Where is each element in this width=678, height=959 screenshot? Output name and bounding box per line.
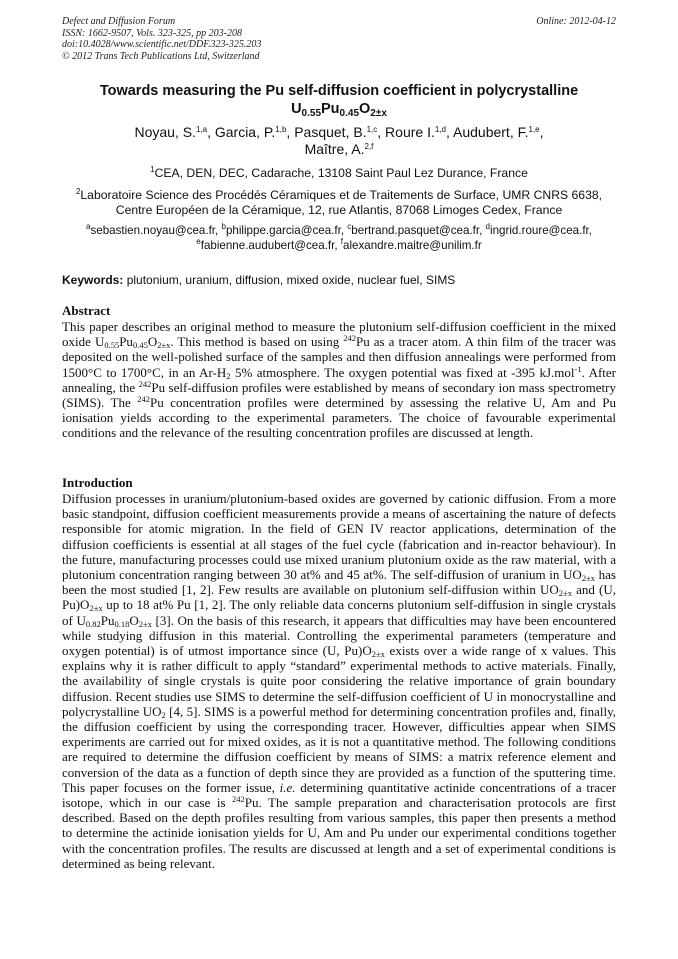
author-name: Audubert, F. [453,124,529,140]
formula-o: O [147,334,158,350]
email-sup: f [340,236,344,246]
author-name: Pasquet, B. [294,124,367,140]
abstract-body [62,319,616,441]
affiliation-text: Centre Européen de la Céramique, 12, rue Atlantis, 87068 Limoges Cedex, France [115,202,563,217]
text-run: This paper describes an original method to measure the plutonium self-diffusion coefficient in the mixed oxide [62,319,616,350]
text-run: and (U, Pu)O [62,582,616,613]
text-run: up to 18 at% Pu [1, 2]. The only reliable data concerns plutonium self-diffusion in single crystals of U [62,597,616,628]
text-run: [4, 5]. SIMS is a powerful method for determining concentration profiles and, finally, the diffusion coefficient by using the corresponding tracer. However, difficulties appear when SIMS experiments are carried out for mixed oxides, as it is not a quantitative method. The following conditions are required to determine the diffusion coefficient by means of SIMS: a matrix reference element and conversion of the data as a function of depth since they are provided as a function of the sputtering time. This paper focuses on the former issue, [62,703,616,795]
formula-sub: 2±x [138,618,152,629]
email-sup: b [221,222,226,231]
formula-pu: Pu [321,101,340,117]
formula-u: U [94,334,105,350]
author-affil-sup: 2,f [364,142,374,151]
email-sup: c [347,222,352,231]
email-link[interactable]: alexandre.maitre@unilim.fr [343,238,482,252]
text-run: Pu as a tracer atom. A thin film of the tracer was deposited on the well-polished surface of the samples and then diffusion annealings were performed from 1500°C to 1700°C, in an Ar-H [62,334,616,380]
affiliation-2 [62,188,616,217]
text-run: Pu [100,612,115,628]
text-run: determining quantitative actinide concentrations of a tracer isotope, which in our case is [62,779,616,811]
text-run: Diffusion processes in uranium/plutonium-based oxides are governed by cationic diffusion. From a more basic standpoint, diffusion coefficient measurements provide a means of ascertaining the nature of defects responsible for atomic migration. In the field of GEN IV reactor applications, determination of the diffusion coefficients is essential at all stages of the fuel cycle (fabrication and in-reactor behaviour). In the future, manufacturing processes could use mixed uranium plutonium oxide as the raw material, with a plutonium concentration ranging between 30 at% and 45 at%. The self-diffusion of uranium in UO [62,491,616,583]
affil-sup: 1 [150,165,155,174]
email-sup: e [196,236,201,246]
online-date: Online: 2012-04-12 [536,16,616,27]
affiliation-1 [62,166,616,181]
keywords-text: plutonium, uranium, diffusion, mixed oxide, nuclear fuel, SIMS [126,273,456,287]
email-link[interactable]: ingrid.roure@cea.fr, [490,224,592,237]
issn-line: ISSN: 1662-9507, Vols. 323-325, pp 203-208 [62,27,242,39]
keywords [62,273,616,288]
isotope-sup: 242 [137,394,150,405]
text-run: Pu. The sample preparation and characterisation protocols are first described. Based on the depth profiles resulting from various samples, this paper then presents a method to determine the actinide ionisation yields for U, Am and Pu under our experimental conditions together with the concentration profiles. The results are discussed at length and a set of experimental conditions is determined as being relevant. [62,795,616,871]
title-line-1: Towards measuring the Pu self-diffusion coefficient in polycrystalline [99,83,579,99]
formula-sub: 2±x [371,649,385,660]
journal-name: Defect and Diffusion Forum [62,16,176,27]
formula-u-sub: 0.55 [301,108,322,119]
email-link[interactable]: fabienne.audubert@cea.fr, [200,238,338,252]
formula-sub: 2±x [157,340,171,351]
email-sup: a [86,222,91,231]
email-link[interactable]: bertrand.pasquet@cea.fr, [351,224,483,237]
author-list: Noyau, S.$^{1,a}$, Garcia, P.$^{1,b}$, Pasquet, B.$^{1,c}$, Roure I.$^{1,d}$, Audubert, F.$^{1,e}$, Maître, A.$^{2,f}$ [134,124,544,157]
formula-sub: 2 [226,370,231,381]
email-sup: d [485,222,490,231]
author-name: Noyau, S. [134,124,196,140]
isotope-sup: 242 [138,378,152,389]
formula-sub: 2±x [89,603,103,614]
formula-sub: 0.18 [114,618,130,629]
formula-sub: 2 [161,709,166,720]
formula-pu: Pu [119,334,133,350]
text-run: [3]. On the basis of this research, it appears that difficulties may have been encountered while studying diffusion in this material. Controlling the experimental parameters (temperature and oxygen potential) is of utmost importance since (U, Pu)O [62,612,616,659]
email-link[interactable]: sebastien.noyau@cea.fr, [90,224,219,237]
unit-sup: -1 [574,363,582,374]
italic-ie: i.e. [279,779,296,795]
affiliation-text: CEA, DEN, DEC, Cadarache, 13108 Saint Paul Lez Durance, France [154,166,528,180]
text-run: 5% atmosphere. The oxygen potential was fixed at -395 kJ.mol [230,364,575,380]
introduction-body [62,491,616,871]
formula-sub: 0.45 [132,340,148,351]
email-link[interactable]: philippe.garcia@cea.fr, [225,224,345,237]
formula-o-sub: 2±x [370,108,387,119]
text-run: exists over a wide range of x values. This explains why it is rather difficult to apply “standard” experimental methods to active materials. Finally, the availability of single crystals is quite poor considering the relative importance of grain boundary diffusion. Recent studies use SIMS to determine the self-diffusion coefficient of U in monocrystalline and polycrystalline UO [62,643,616,719]
text-run: O [129,612,139,628]
author-name: Roure I. [385,124,435,140]
isotope-sup: 242 [232,794,245,805]
text-run: has been the most studied [1, 2]. Few results are available on plutonium self-diffusion within UO [62,567,616,598]
journal-header [62,16,616,62]
affiliation-text: Laboratoire Science des Procédés Céramiques et de Traitements de Surface, UMR CNRS 6638, [80,188,603,202]
copyright-line: © 2012 Trans Tech Publications Ltd, Switzerland [62,50,260,62]
formula-sub: 0.55 [104,340,120,351]
introduction-heading: Introduction [62,475,133,490]
formula-sub: 2±x [581,573,595,584]
email-list [62,224,616,253]
author-affil-sup: 1,d [434,125,446,134]
affil-sup: 2 [75,187,81,196]
author-name: Maître, A. [304,141,365,157]
text-run: . This method is based on using [170,334,344,350]
formula-sub: 2±x [558,588,572,599]
formula-u: U [291,101,302,117]
keywords-label: Keywords: [62,273,124,287]
isotope-sup: 242 [343,333,356,344]
paper-title [62,82,616,118]
formula-o: O [359,101,371,117]
author-name: Garcia, P. [214,124,276,140]
author-affil-sup: 1,b [275,125,287,134]
author-affil-sup: 1,e [528,125,540,134]
abstract-heading: Abstract [62,303,111,318]
doi-line: doi:10.4028/www.scientific.net/DDF.323-325.203 [62,39,262,50]
text-run: Pu self-diffusion profiles were established by means of secondary ion mass spectrometry (SIMS). The [62,379,616,411]
text-run: . After annealing, the [62,364,616,395]
formula-pu-sub: 0.45 [339,108,360,119]
author-affil-sup: 1,c [366,125,378,134]
formula-sub: 0.82 [85,618,101,629]
author-affil-sup: 1,a [195,125,208,134]
text-run: Pu concentration profiles were determined by assessing the relative U, Am and Pu ionisation yields according to the experimental parameters. The choice of favourable experimental conditions and the relevance of the resulting concentration profiles are discussed at length. [62,395,617,441]
title-formula [62,100,616,118]
